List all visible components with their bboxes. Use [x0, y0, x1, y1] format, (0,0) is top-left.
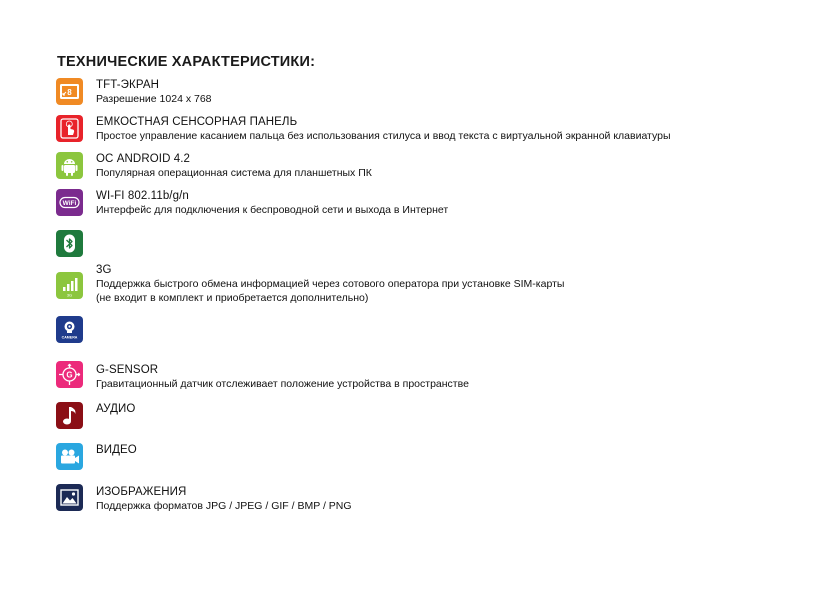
svg-text:WiFi: WiFi	[62, 200, 77, 207]
wifi-icon	[56, 189, 83, 216]
g-sensor-label: G	[66, 370, 73, 380]
g-sensor-icon	[56, 361, 83, 388]
video-icon	[56, 443, 83, 470]
feature-heading: G-SENSOR	[96, 364, 159, 376]
feature-description: Интерфейс для подключения к беспроводной сети и выхода в Интернет	[96, 204, 449, 216]
page-title: ТЕХНИЧЕСКИЕ ХАРАКТЕРИСТИКИ:	[57, 54, 316, 70]
feature-description: Популярная операционная система для планшетных ПК	[96, 167, 372, 179]
signal-3g-label: 3G	[66, 292, 73, 298]
feature-heading: АУДИО	[96, 403, 136, 415]
feature-description: Разрешение 1024 х 768	[96, 93, 212, 105]
music-note-icon	[56, 402, 83, 429]
feature-heading: ИЗОБРАЖЕНИЯ	[96, 486, 187, 498]
feature-description: Простое управление касанием пальца без использования стилуса и ввод текста с виртуальной экранной клавиатуры	[96, 130, 671, 142]
signal-3g-icon	[56, 272, 83, 299]
feature-description-note: (не входит в комплект и приобретается дополнительно)	[96, 292, 369, 304]
touch-icon	[56, 115, 83, 142]
bluetooth-icon	[56, 230, 83, 257]
feature-heading: WI-FI 802.11b/g/n	[96, 190, 189, 202]
feature-description: Гравитационный датчик отслеживает положение устройства в пространстве	[96, 378, 469, 390]
feature-heading: ЕМКОСТНАЯ СЕНСОРНАЯ ПАНЕЛЬ	[96, 116, 298, 128]
feature-heading: ВИДЕО	[96, 444, 137, 456]
feature-description: Поддержка форматов JPG / JPEG / GIF / BMP / PNG	[96, 500, 352, 512]
svg-text:8: 8	[67, 88, 72, 97]
camera-label: CAMERA	[61, 335, 78, 340]
screen-size-icon	[56, 78, 83, 105]
feature-heading: ОС ANDROID 4.2	[96, 153, 191, 165]
android-icon	[56, 152, 83, 179]
feature-description: Поддержка быстрого обмена информацией через сотового оператора при установке SIM-карты	[96, 278, 565, 290]
image-icon	[56, 484, 83, 511]
camera-icon	[56, 316, 83, 343]
feature-heading: TFT-ЭКРАН	[96, 79, 160, 91]
feature-heading: 3G	[96, 264, 112, 276]
